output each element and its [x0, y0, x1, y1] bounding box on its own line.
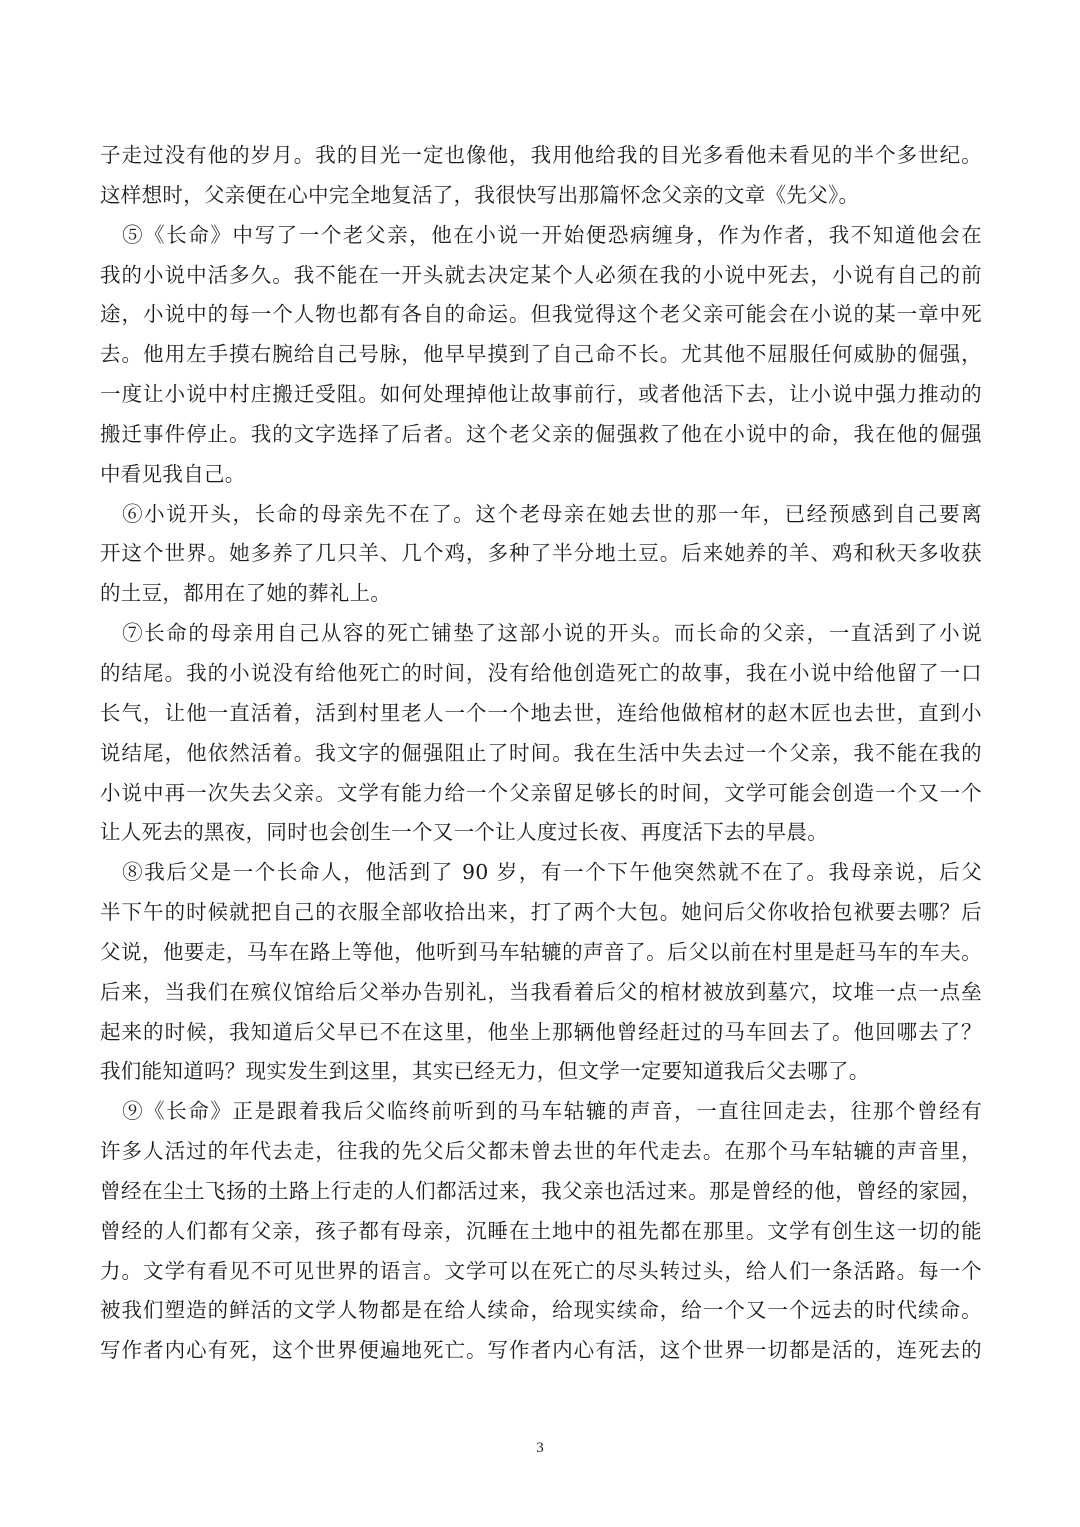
text-line: 这样想时，父亲便在心中完全地复活了，我很快写出那篇怀念父亲的文章《先父》。 — [100, 182, 860, 207]
text-line: 起来的时候，我知道后父早已不在这里，他坐上那辆他曾经赶过的马车回去了。他回哪去了？ — [100, 1019, 982, 1044]
text-line: ⑧我后父是一个长命人，他活到了 90 岁，有一个下午他突然就不在了。我母亲说，后父 — [100, 860, 982, 885]
text-line: 我的小说中活多久。我不能在一开头就去决定某个人必须在我的小说中死去，小说有自己的前 — [100, 262, 982, 287]
text-line: 写作者内心有死，这个世界便遍地死亡。写作者内心有活，这个世界一切都是活的，连死去的 — [100, 1338, 982, 1363]
text-line: 长气，让他一直活着，活到村里老人一个一个地去世，连给他做棺材的赵木匠也去世，直到小 — [100, 700, 982, 725]
text-line: 中看见我自己。 — [100, 461, 246, 486]
text-line: 说结尾，他依然活着。我文字的倔强阻止了时间。我在生活中失去过一个父亲，我不能在我的 — [100, 740, 982, 765]
text-line: 曾经的人们都有父亲，孩子都有母亲，沉睡在土地中的祖先都在那里。文学有创生这一切的能 — [100, 1218, 982, 1243]
text-line: 许多人活过的年代去走，往我的先父后父都未曾去世的年代走去。在那个马车轱辘的声音里， — [100, 1139, 982, 1164]
text-line: ⑦长命的母亲用自己从容的死亡铺垫了这部小说的开头。而长命的父亲，一直活到了小说 — [100, 621, 982, 646]
text-line: 途，小说中的每一个人物也都有各自的命运。但我觉得这个老父亲可能会在小说的某一章中死 — [100, 302, 982, 327]
text-line: 搬迁事件停止。我的文字选择了后者。这个老父亲的倔强救了他在小说中的命，我在他的倔强 — [100, 421, 982, 446]
text-line: ⑨《长命》正是跟着我后父临终前听到的马车轱辘的声音，一直往回走去，往那个曾经有 — [100, 1099, 982, 1124]
text-line: 子走过没有他的岁月。我的目光一定也像他，我用他给我的目光多看他未看见的半个多世纪。 — [100, 143, 982, 167]
text-line: 力。文学有看见不可见世界的语言。文学可以在死亡的尽头转过头，给人们一条活路。每一个 — [100, 1258, 982, 1283]
text-line: 去。他用左手摸右腕给自己号脉，他早早摸到了自己命不长。尤其他不屈服任何威胁的倔强， — [100, 342, 982, 367]
text-line: 让人死去的黑夜，同时也会创生一个又一个让人度过长夜、再度活下去的早晨。 — [100, 820, 828, 845]
text-line: 我们能知道吗？现实发生到这里，其实已经无力，但文学一定要知道我后父去哪了。 — [100, 1059, 870, 1084]
text-line: 的土豆，都用在了她的葬礼上。 — [100, 581, 392, 606]
text-line: 一度让小说中村庄搬迁受阻。如何处理掉他让故事前行，或者他活下去，让小说中强力推动的 — [100, 382, 982, 407]
page-number: 3 — [536, 1440, 544, 1456]
document-body — [100, 136, 982, 1371]
text-line: 半下午的时候就把自己的衣服全部收拾出来，打了两个大包。她问后父你收拾包袱要去哪？后 — [100, 900, 982, 925]
text-line: 父说，他要走，马车在路上等他，他听到马车轱辘的声音了。后父以前在村里是赶马车的车夫。 — [100, 939, 982, 964]
text-line: 小说中再一次失去父亲。文学有能力给一个父亲留足够长的时间，文学可能会创造一个又一个 — [100, 780, 982, 805]
text-line: 曾经在尘土飞扬的土路上行走的人们都活过来，我父亲也活过来。那是曾经的他，曾经的家园， — [100, 1178, 982, 1203]
text-line: 的结尾。我的小说没有给他死亡的时间，没有给他创造死亡的故事，我在小说中给他留了一口 — [100, 660, 982, 685]
text-line: ⑥小说开头，长命的母亲先不在了。这个老母亲在她去世的那一年，已经预感到自己要离 — [100, 501, 982, 526]
text-line: 被我们塑造的鲜活的文学人物都是在给人续命，给现实续命，给一个又一个远去的时代续命。 — [100, 1298, 982, 1323]
text-line: ⑤《长命》中写了一个老父亲，他在小说一开始便恐病缠身，作为作者，我不知道他会在 — [100, 222, 982, 247]
text-line: 后来，当我们在殡仪馆给后父举办告别礼，当我看着后父的棺材被放到墓穴，坟堆一点一点垒 — [100, 979, 982, 1004]
text-line: 开这个世界。她多养了几只羊、几个鸡，多种了半分地土豆。后来她养的羊、鸡和秋天多收获 — [100, 541, 982, 566]
